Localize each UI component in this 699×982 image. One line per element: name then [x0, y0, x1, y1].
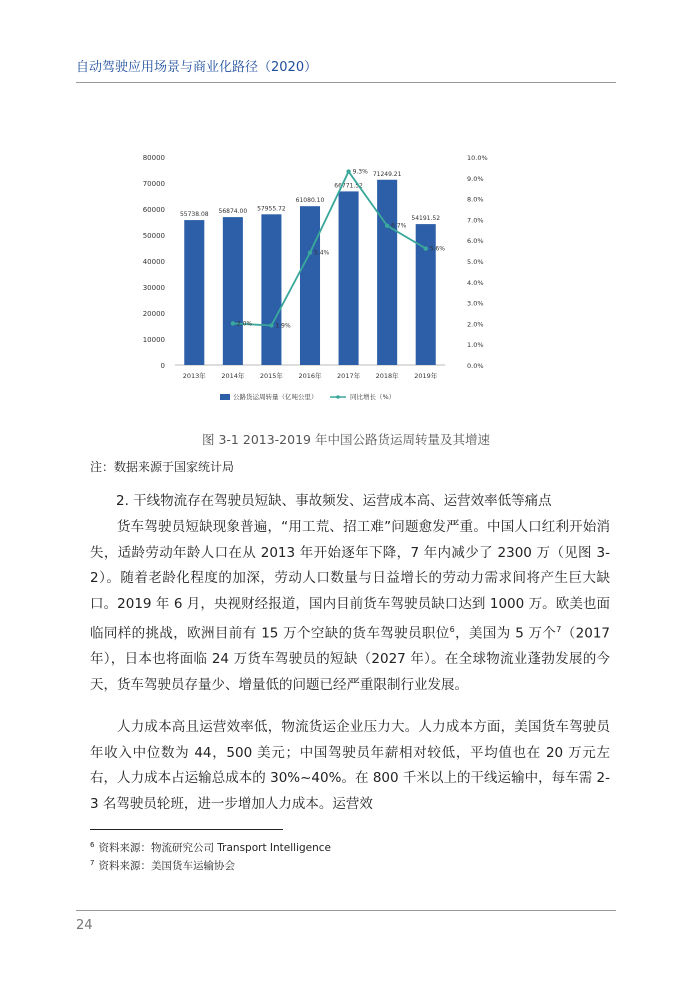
footnote-6	[90, 840, 331, 855]
y-left-tick-label: 40000	[142, 258, 165, 266]
growth-point	[385, 223, 389, 227]
x-tick-label: 2016年	[298, 372, 322, 380]
bar	[223, 217, 243, 365]
footnote-text: 资料来源：物流研究公司 Transport Intelligence	[98, 842, 332, 854]
footer-divider	[76, 910, 616, 911]
x-tick-label: 2015年	[259, 372, 283, 380]
legend-line-marker	[336, 395, 340, 399]
legend-line-label: 同比增长（%）	[350, 393, 396, 401]
bar-data-label: 71249.21	[372, 170, 402, 178]
growth-point	[269, 323, 273, 327]
footnote-divider	[90, 829, 283, 830]
bar-data-label: 55738.08	[179, 211, 209, 219]
data-source-note: 注：数据来源于国家统计局	[90, 460, 235, 474]
y-right-tick-label: 6.0%	[467, 237, 484, 246]
x-tick-label: 2013年	[182, 372, 206, 380]
growth-data-label: 2.0%	[236, 320, 253, 328]
paragraph-text: （2017 年），日本也将面临 24 万货车驾驶员的短缺（2027 年）。在全球物流业蓬勃发展的今天，货车驾驶员存量少、增量低的问题已经严重限制行业发展。	[90, 625, 611, 693]
bar	[339, 191, 359, 365]
paragraph-text: ，美国为 5 万个	[454, 625, 557, 642]
paragraph-labor-cost: 人力成本高且运营效率低，物流货运企业压力大。人力成本方面，美国货车驾驶员年收入中位数为 44，500 美元；中国驾驶员年薪相对较低，平均值也在 20 万元左右，人力成本占运输总成本的 30%~40%。在 800 千米以上的干线运输中，每车需 2-3 名驾驶员轮班，进一步增加人力成本。运营效	[90, 719, 610, 812]
growth-point	[308, 250, 312, 254]
bar	[184, 220, 204, 365]
bar	[300, 206, 320, 365]
y-right-tick-label: 1.0%	[467, 341, 484, 350]
x-tick-label: 2019年	[414, 372, 438, 380]
legend-bar-label: 公路货运周转量（亿吨公里）	[233, 393, 318, 401]
growth-point	[424, 246, 428, 250]
footnote-ref: 7	[556, 625, 562, 634]
footnote-ref: 6	[449, 625, 455, 634]
bar	[377, 180, 397, 365]
bar	[261, 214, 281, 365]
y-left-tick-label: 20000	[142, 310, 165, 318]
bar-data-label: 54191.52	[411, 215, 441, 223]
x-tick-label: 2014年	[221, 372, 245, 380]
growth-data-label: 1.9%	[275, 322, 291, 330]
y-right-tick-label: 3.0%	[467, 299, 484, 308]
footnote-text: 资料来源：美国货车运输协会	[98, 860, 235, 872]
footnote-number: 7	[90, 858, 95, 867]
y-left-tick-label: 50000	[142, 232, 165, 240]
growth-point	[231, 321, 235, 325]
growth-point	[346, 169, 350, 173]
growth-data-label: 6.7%	[391, 222, 407, 230]
y-left-tick-label: 70000	[142, 180, 165, 188]
x-tick-label: 2018年	[375, 372, 399, 380]
y-right-tick-label: 2.0%	[467, 320, 484, 329]
y-right-tick-label: 8.0%	[467, 195, 484, 204]
section-heading: 2. 干线物流存在驾驶员短缺、事故频发、运营成本高、运营效率低等痛点	[116, 493, 552, 509]
y-right-tick-label: 7.0%	[467, 216, 484, 225]
x-tick-label: 2017年	[337, 372, 361, 380]
legend-bar-swatch	[220, 394, 230, 400]
bar-data-label: 56874.00	[218, 208, 248, 216]
y-right-tick-label: 9.0%	[467, 174, 484, 183]
page-number: 24	[76, 918, 93, 933]
growth-data-label: 5.6%	[429, 245, 445, 253]
y-left-tick-label: 60000	[142, 206, 165, 214]
running-header: 自动驾驶应用场景与商业化路径（2020）	[76, 60, 318, 75]
paragraph-text: 货车驾驶员短缺现象普遍，“用工荒、招工难”问题愈发严重。中国人口红利开始消失，适龄劳动年龄人口在从 2013 年开始逐年下降，7 年内减少了 2300 万（见图 3-2）。随着老龄化程度的加深，劳动人口数量与日益增长的劳动力需求间将产生巨大缺口。2019 年 6 月，央视财经报道，国内目前货车驾驶员缺口达到 1000 万。欧美也面临同样的挑战，欧洲目前有 15 万个空缺的货车驾驶员职位	[90, 519, 610, 642]
freight-turnover-chart	[130, 145, 500, 415]
y-right-tick-label: 10.0%	[467, 154, 488, 162]
y-left-tick-label: 30000	[142, 284, 165, 292]
footnote-7	[90, 858, 235, 873]
header-divider	[76, 82, 616, 83]
paragraph-driver-shortage	[90, 515, 610, 698]
y-right-tick-label: 0.0%	[467, 362, 484, 370]
growth-data-label: 9.3%	[352, 168, 368, 176]
bar-data-label: 57955.72	[257, 205, 286, 213]
y-left-tick-label: 10000	[142, 336, 165, 344]
y-left-tick-label: 0	[160, 362, 165, 370]
figure-caption: 图 3-1 2013-2019 年中国公路货运周转量及其增速	[202, 432, 490, 447]
bar-data-label: 61080.10	[295, 197, 325, 205]
footnote-number: 6	[90, 840, 95, 849]
growth-data-label: 5.4%	[314, 249, 330, 257]
y-left-tick-label: 80000	[142, 154, 165, 162]
bar-data-label: 66771.52	[334, 182, 363, 190]
y-right-tick-label: 4.0%	[467, 278, 484, 287]
y-right-tick-label: 5.0%	[467, 258, 484, 266]
